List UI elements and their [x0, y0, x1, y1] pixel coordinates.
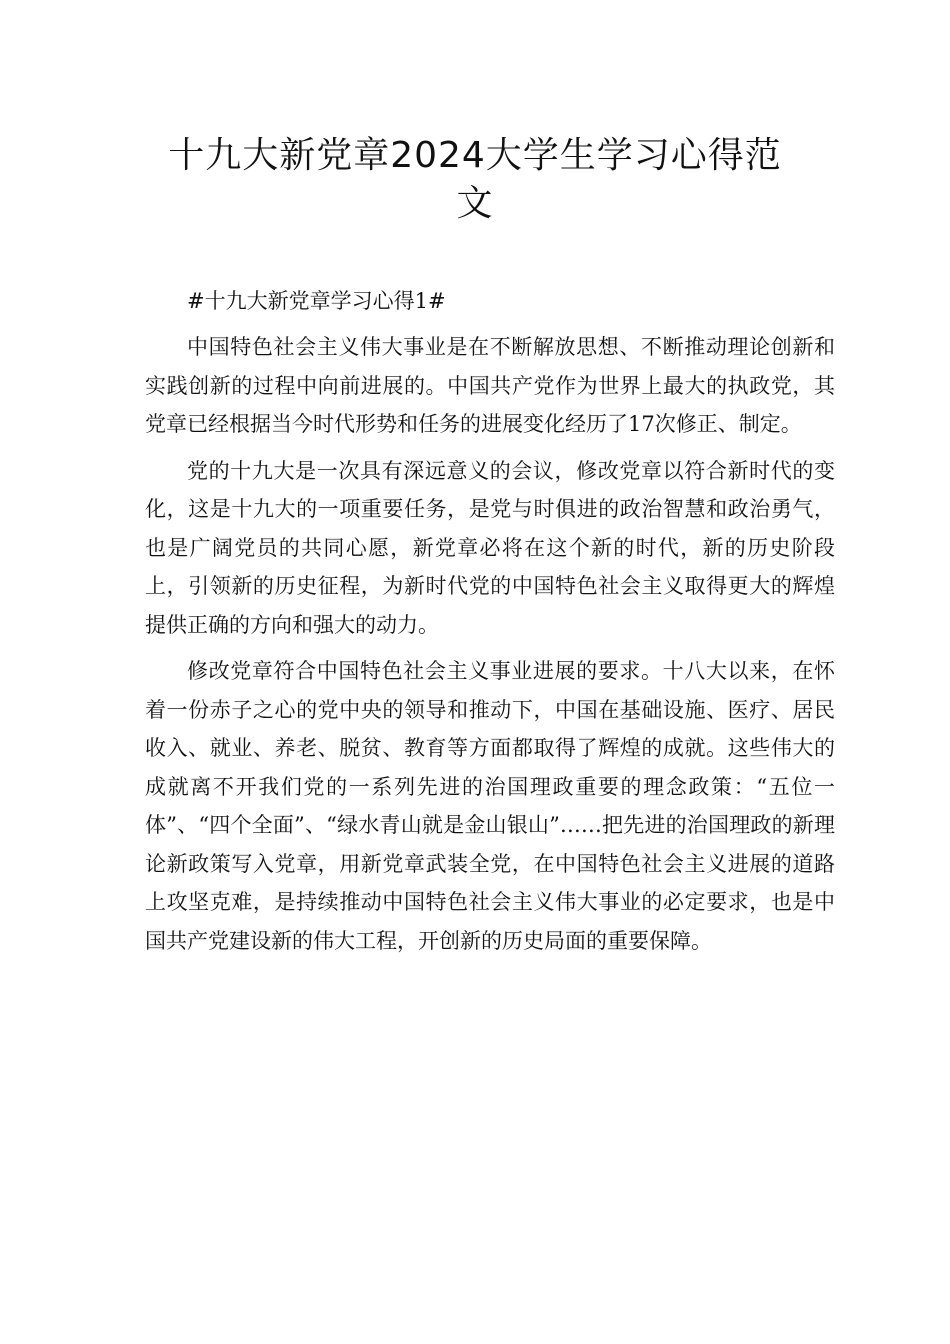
- paragraph-3: 修改党章符合中国特色社会主义事业进展的要求。十八大以来，在怀着一份赤子之心的党中央的领导和推动下，中国在基础设施、医疗、居民收入、就业、养老、脱贫、教育等方面都取得了辉煌的成就。这些伟大的成就离不开我们党的一系列先进的治国理政重要的理念政策：“五位一体”、“四个全面”、“绿水青山就是金山银山”……把先进的治国理政的新理论新政策写入党章，用新党章武装全党，在中国特色社会主义进展的道路上攻坚克难，是持续推动中国特色社会主义伟大事业的必定要求，也是中国共产党建设新的伟大工程，开创新的历史局面的重要保障。: [145, 659, 835, 953]
- title-line-1: 十九大新党章2024大学生学习心得范: [168, 135, 782, 176]
- document-body: [145, 282, 835, 968]
- paragraph-2: 党的十九大是一次具有深远意义的会议，修改党章以符合新时代的变化，这是十九大的一项重要任务，是党与时俱进的政治智慧和政治勇气，也是广阔党员的共同心愿，新党章必将在这个新的时代，新的历史阶段上，引领新的历史征程，为新时代党的中国特色社会主义取得更大的辉煌提供正确的方向和强大的动力。: [145, 458, 835, 637]
- section-tag: #十九大新党章学习心得1#: [187, 289, 446, 313]
- document-title: [120, 132, 830, 228]
- title-line-2: 文: [456, 183, 494, 224]
- paragraph-1: 中国特色社会主义伟大事业是在不断解放思想、不断推动理论创新和实践创新的过程中向前进展的。中国共产党作为世界上最大的执政党，其党章已经根据当今时代形势和任务的进展变化经历了17次修正、制定。: [145, 335, 835, 436]
